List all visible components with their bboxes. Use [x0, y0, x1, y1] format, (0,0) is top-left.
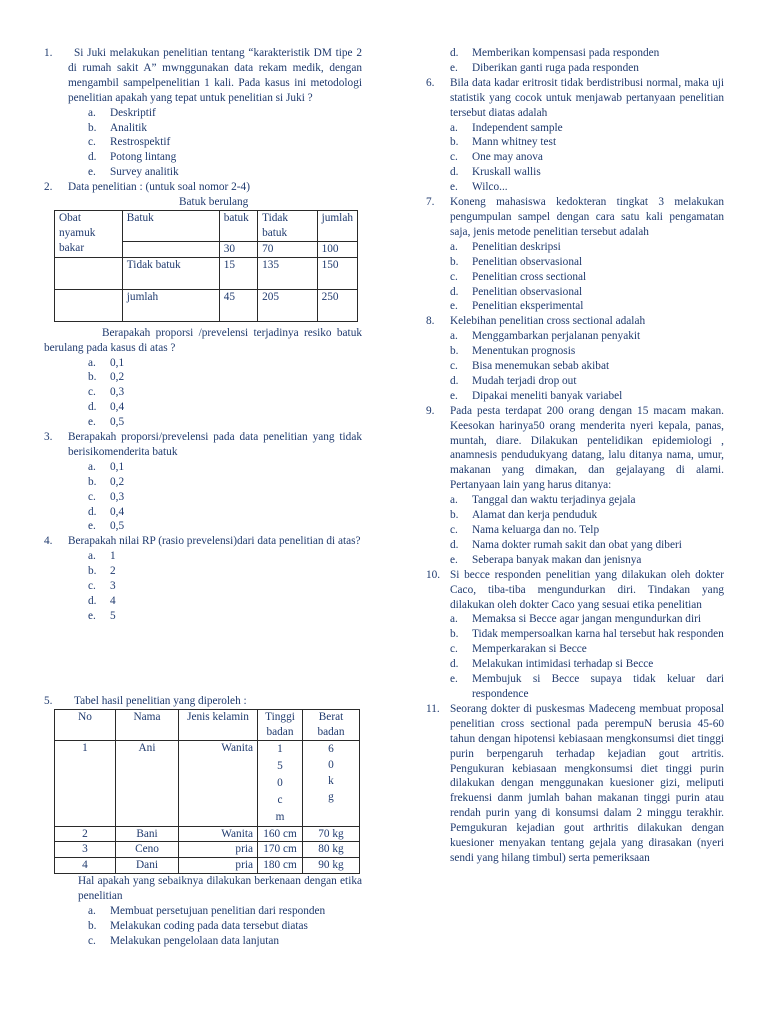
question-1	[44, 46, 362, 106]
option-item[interactable]: d. 0,4	[88, 401, 125, 414]
table-cell: 30	[219, 241, 257, 257]
question-number: 4.	[44, 535, 53, 548]
question-8	[426, 314, 724, 329]
options-1	[88, 106, 362, 181]
options-7	[450, 240, 724, 315]
options-9	[450, 493, 724, 568]
option-item[interactable]: d. Nama dokter rumah sakit dan obat yang diberi	[450, 538, 682, 551]
option-item[interactable]: b. Penelitian observasional	[450, 255, 583, 268]
option-item[interactable]: e. Seberapa banyak makan dan jenisnya	[450, 553, 642, 566]
option-item[interactable]: d. Memberikan kompensasi pada responden	[450, 47, 660, 59]
question-number: 6.	[426, 76, 435, 89]
header-cell: Jenis kelamin	[179, 709, 258, 740]
table-cell: Wanita	[179, 740, 258, 826]
header-cell: Tinggi badan	[258, 709, 303, 740]
options-5-continued	[450, 46, 724, 76]
question-text: Si becce responden penelitian yang dilakukan oleh dokter Caco, tiba-tiba mengundurkan diri. Tindakan yang dilakukan oleh dokter Caco yang sesuai etika penelitian	[450, 568, 724, 611]
question-5	[44, 694, 362, 709]
option-item[interactable]: e. Diberikan ganti ruga pada responden	[450, 61, 639, 74]
header-cell: Berat badan	[303, 709, 360, 740]
question-10	[426, 568, 724, 613]
question-text: Data penelitian : (untuk soal nomor 2-4)	[68, 181, 250, 194]
option-item[interactable]: c. 0,3	[88, 490, 125, 503]
question-number: 3.	[44, 431, 53, 444]
question-number: 2.	[44, 181, 53, 194]
header-cell: Nama	[116, 709, 179, 740]
table-cell: Dani	[116, 858, 179, 874]
table-cell: 90 kg	[303, 858, 360, 874]
options-10	[450, 612, 724, 701]
header-cell: No	[55, 709, 116, 740]
table-cell: 250	[317, 289, 357, 321]
option-item[interactable]: c. Penelitian cross sectional	[450, 270, 587, 283]
table-cell: 135	[258, 257, 318, 289]
table-cell: 170 cm	[258, 842, 303, 858]
option-item[interactable]: a. Penelitian deskripsi	[450, 240, 561, 253]
option-item[interactable]: c. One may anova	[450, 151, 543, 164]
data-table-batuk	[54, 210, 358, 322]
question-text: Berapakah proporsi/prevelensi pada data penelitian yang tidak berisikomenderita batuk	[68, 431, 362, 458]
options-4	[88, 549, 362, 624]
question-9	[426, 404, 724, 493]
question-4	[44, 534, 362, 549]
option-item[interactable]: e. 0,5	[88, 416, 125, 429]
table-cell: 1	[55, 740, 116, 826]
table-cell: 80 kg	[303, 842, 360, 858]
table-cell: 205	[258, 289, 318, 321]
option-item[interactable]: e. 0,5	[88, 520, 125, 533]
option-item[interactable]: d. Melakukan intimidasi terhadap si Becce	[450, 658, 654, 671]
option-item[interactable]: e. Penelitian eksperimental	[450, 300, 584, 313]
option-item[interactable]: b. Menentukan prognosis	[450, 345, 576, 358]
row-label: Tidak batuk	[122, 257, 219, 289]
table-cell: 3	[55, 842, 116, 858]
question-number: 1.	[44, 47, 53, 59]
option-item[interactable]: b. Tidak mempersoalkan karna hal tersebut hak responden	[450, 628, 724, 641]
option-item[interactable]: b. 2	[88, 565, 116, 578]
table-cell: 45	[219, 289, 257, 321]
option-item[interactable]: b. Mann whitney test	[450, 136, 557, 149]
header-cell: batuk	[219, 210, 257, 241]
question-text: Bila data kadar eritrosit tidak berdistribusi normal, maka uji statistik yang cocok untuk menjawab pertanyaan penelitian tersebut diatas adalah	[450, 76, 724, 119]
option-item[interactable]: b. 0,2	[88, 475, 125, 488]
option-item[interactable]: d. 4	[88, 595, 116, 607]
options-5	[88, 904, 362, 949]
option-item[interactable]: c. Memperkarakan si Becce	[450, 643, 587, 656]
question-number: 11.	[426, 702, 440, 715]
question-2	[44, 180, 362, 195]
option-item[interactable]: b. Analitik	[88, 121, 148, 134]
question-7	[426, 195, 724, 240]
option-item[interactable]: a. Tanggal dan waktu terjadinya gejala	[450, 494, 636, 507]
table-cell: 160 cm	[258, 826, 303, 842]
question-3	[44, 430, 362, 460]
option-item[interactable]: c. Restrospektif	[88, 136, 171, 149]
right-column	[426, 46, 724, 866]
row-label: Obat nyamuk bakar	[55, 210, 123, 257]
table-cell: 70	[258, 241, 318, 257]
question-number: 7.	[426, 196, 435, 209]
question-text: Si Juki melakukan penelitian tentang “karakteristik DM tipe 2 di rumah sakit A” mwnggunakan data rekam medik, dengan mengambil sampelpenelitian 1 kali. Pada kasus ini metodologi penelitian apakah yang tepat untuk penelitian si Juki ?	[68, 47, 362, 104]
question-2-prompt: Berapakah proporsi /prevelensi terjadinya resiko batuk berulang pada kasus di atas ?	[44, 326, 362, 354]
table-cell: Bani	[116, 826, 179, 842]
options-6	[450, 121, 724, 196]
option-item[interactable]: b. 0,2	[88, 371, 125, 384]
table-cell: 6 0 k g	[303, 740, 360, 826]
option-item[interactable]: d. Mudah terjadi drop out	[450, 374, 577, 387]
option-item[interactable]: e. Membujuk si Becce supaya tidak keluar dari respondence	[450, 673, 724, 700]
table-cell: 180 cm	[258, 858, 303, 874]
question-6	[426, 76, 724, 121]
option-item[interactable]: d. Kruskall wallis	[450, 166, 541, 179]
question-5-prompt: Hal apakah yang sebaiknya dilakukan berkenaan dengan etika penelitian	[78, 875, 362, 903]
options-2	[88, 356, 362, 431]
table-cell: Ceno	[116, 842, 179, 858]
left-column	[44, 46, 362, 949]
data-table-responden	[54, 709, 360, 875]
options-8	[450, 329, 724, 404]
table-cell: Ani	[116, 740, 179, 826]
option-item[interactable]: a. 0,1	[88, 460, 125, 473]
option-item[interactable]: a. Deskriptif	[88, 106, 156, 119]
table-cell: pria	[179, 842, 258, 858]
option-item[interactable]: c. 3	[88, 580, 116, 593]
header-cell: Batuk	[122, 210, 219, 241]
table-cell: pria	[179, 858, 258, 874]
option-item[interactable]: b. Alamat dan kerja penduduk	[450, 509, 598, 522]
question-text: Pada pesta terdapat 200 orang dengan 15 macam makan. Keesokan harinya50 orang menderita nyeri kepala, panas, muntah, diare. Dilakukan pentelidikan epidemiologi , anamnesis pendudukyang datang, lalu ditanya nama, umur, makanan yang dimakan, dan gejalayang di alami. Pertanyaan lain yang harus ditanya:	[450, 404, 724, 492]
option-item[interactable]: c. Melakukan pengelolaan data lanjutan	[88, 934, 280, 947]
table-cell: 100	[317, 241, 357, 257]
table-title: Batuk berulang	[179, 196, 249, 209]
table-cell: Wanita	[179, 826, 258, 842]
question-text: Tabel hasil penelitian yang diperoleh :	[74, 694, 247, 707]
option-item[interactable]: a. Memaksa si Becce agar jangan mengundurkan diri	[450, 613, 701, 626]
table-cell: 150	[317, 257, 357, 289]
option-item[interactable]: d. Potong lintang	[88, 151, 177, 164]
option-item[interactable]: a. Menggambarkan perjalanan penyakit	[450, 330, 641, 343]
option-item[interactable]: a. 1	[88, 550, 116, 563]
question-number: 9.	[426, 404, 435, 417]
question-number: 8.	[426, 315, 435, 328]
option-item[interactable]: e. Survey analitik	[88, 166, 179, 179]
option-item[interactable]: d. 0,4	[88, 505, 125, 518]
table-cell: 15 0 cm	[258, 740, 303, 826]
question-text: Koneng mahasiswa kedokteran tingkat 3 melakukan pengumpulan sampel dengan cara satu kali pengamatan saja, jenis metode penelitian tersebut adalah	[450, 196, 724, 238]
question-text: Seorang dokter di puskesmas Madeceng membuat proposal penelitian cross sectional pada perempuN berusia 45-60 tahun dengan hipotensi kebiasaan mengkonsumsi diet tinggi purin berpengaruh terhadap kejadian gout artritis. Pengukuran kebiasaan mengkonsumsi diet tinggi purin dilakukan dengan menggunakan kuesioner gizi, meliputi frekuensi danm jumlah bahan makanan tinggi purin atau rendah purin yang di konsumsi dalam 2 minggu terakhir. Pemgukuran kejadian gout arthritis dilakukan dengan kuesioner menyakan tentang gejala yang dirasakan (nyeri sendi yang hilang timbul) serta pemeriksaan	[450, 702, 724, 864]
table-cell: 2	[55, 826, 116, 842]
header-cell: Tidak batuk	[258, 210, 318, 241]
option-item[interactable]: a. 0,1	[88, 356, 125, 369]
option-item[interactable]: c. Bisa menemukan sebab akibat	[450, 360, 610, 373]
question-text: Kelebihan penelitian cross sectional adalah	[450, 315, 646, 328]
header-cell: jumlah	[317, 210, 357, 241]
row-label: jumlah	[122, 289, 219, 321]
option-item[interactable]: e. Wilco...	[450, 181, 508, 194]
option-item[interactable]: c. Nama keluarga dan no. Telp	[450, 524, 600, 536]
option-item[interactable]: d. Penelitian observasional	[450, 285, 583, 298]
option-item[interactable]: a. Membuat persetujuan penelitian dari responden	[88, 905, 326, 918]
option-item[interactable]: e. 5	[88, 609, 116, 622]
table-cell: 15	[219, 257, 257, 289]
question-number: 5.	[44, 694, 53, 707]
option-item[interactable]: e. Dipakai meneliti banyak variabel	[450, 389, 623, 402]
option-item[interactable]: b. Melakukan coding pada data tersebut diatas	[88, 919, 308, 932]
question-11	[426, 702, 724, 866]
option-item[interactable]: a. Independent sample	[450, 121, 563, 134]
option-item[interactable]: c. 0,3	[88, 386, 125, 399]
table-cell: 4	[55, 858, 116, 874]
question-text: Berapakah nilai RP (rasio prevelensi)dari data penelitian di atas?	[68, 535, 361, 548]
options-3	[88, 460, 362, 535]
question-number: 10.	[426, 568, 441, 581]
table-cell: 70 kg	[303, 826, 360, 842]
